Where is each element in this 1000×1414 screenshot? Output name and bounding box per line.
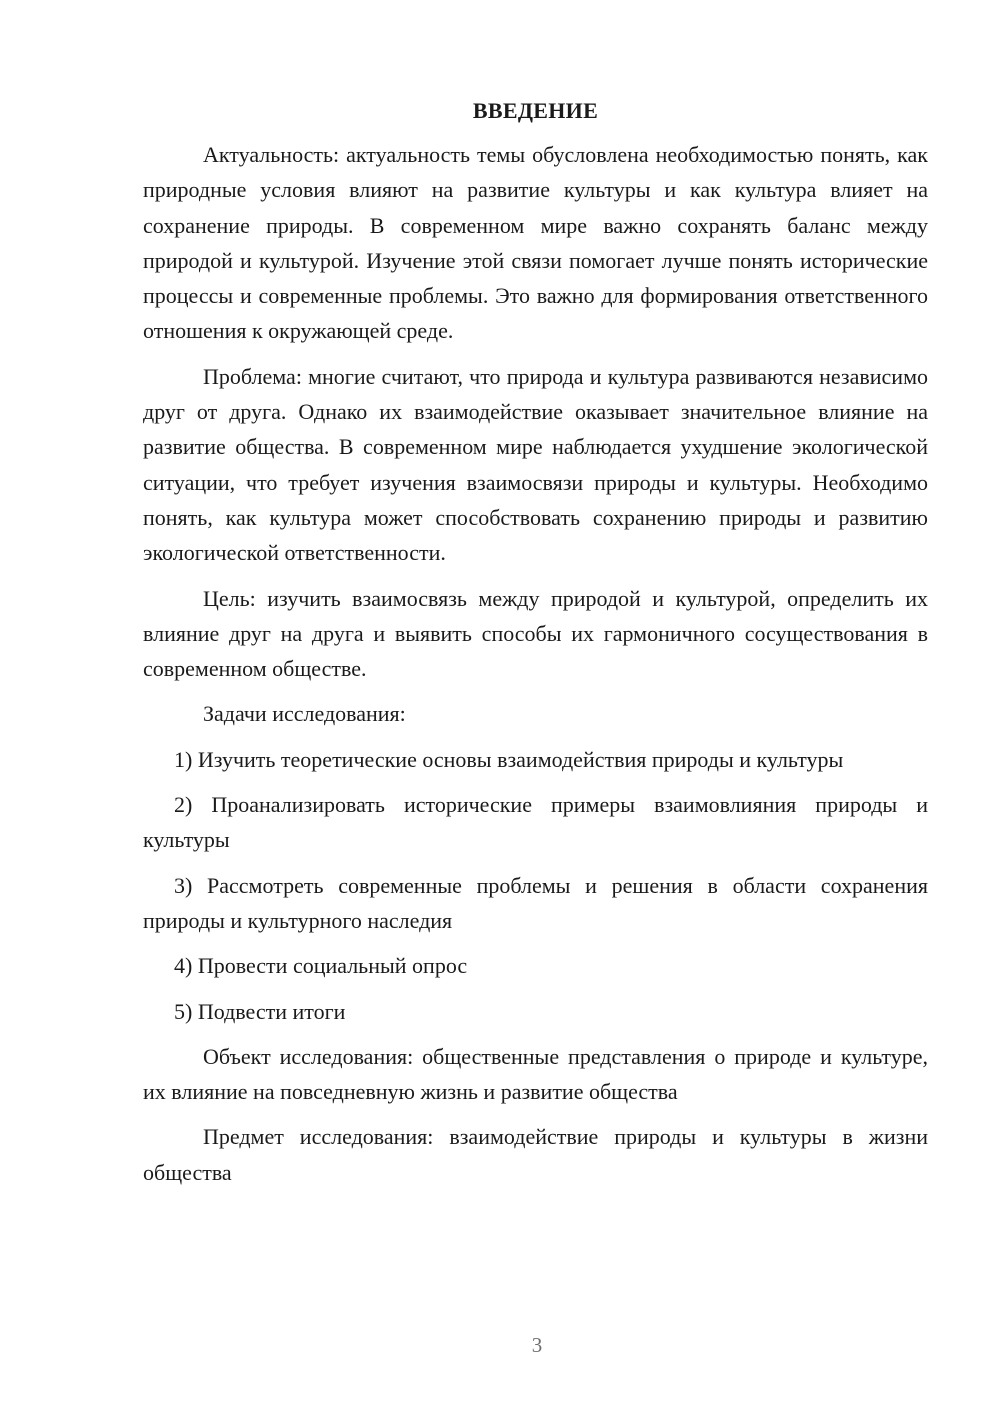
relevance-paragraph: Актуальность: актуальность темы обусловлена необходимостью понять, как природные условия влияют на развитие культуры и как культура влияет на сохранение природы. В современном мире важно сохранять баланс между природой и культурой. Изучение этой связи помогает лучше понять исторические процессы и современные проблемы. Это важно для формирования ответственного отношения к окружающей среде.	[143, 142, 928, 344]
section-heading: ВВЕДЕНИЕ	[472, 98, 599, 123]
subject-paragraph: Предмет исследования: взаимодействие природы и культуры в жизни общества	[143, 1124, 928, 1185]
problem-paragraph: Проблема: многие считают, что природа и культура развиваются независимо друг от друга. Однако их взаимодействие оказывает значительное влияние на развитие общества. В современном мире наблюдается ухудшение экологической ситуации, что требует изучения взаимосвязи природы и культуры. Необходимо понять, как культура может способствовать сохранению природы и развитию экологической ответственности.	[143, 363, 928, 566]
list-item: 3) Рассмотреть современные проблемы и решения в области сохранения природы и культурного наследия	[143, 872, 928, 933]
document-page	[143, 93, 928, 1190]
list-item: 1) Изучить теоретические основы взаимодействия природы и культуры	[174, 746, 844, 772]
list-item: 4) Провести социальный опрос	[174, 953, 468, 979]
list-item: 2) Проанализировать исторические примеры взаимовлияния природы и культуры	[143, 792, 928, 853]
tasks-list	[143, 742, 928, 1029]
list-item: 5) Подвести итоги	[174, 998, 346, 1024]
object-paragraph: Объект исследования: общественные представления о природе и культуре, их влияние на повседневную жизнь и развитие общества	[143, 1043, 928, 1105]
page-number: 3	[531, 1333, 543, 1357]
tasks-heading: Задачи исследования:	[203, 701, 406, 727]
goal-paragraph: Цель: изучить взаимосвязь между природой и культурой, определить их влияние друг на друга и выявить способы их гармоничного сосуществования в современном обществе.	[143, 585, 928, 682]
